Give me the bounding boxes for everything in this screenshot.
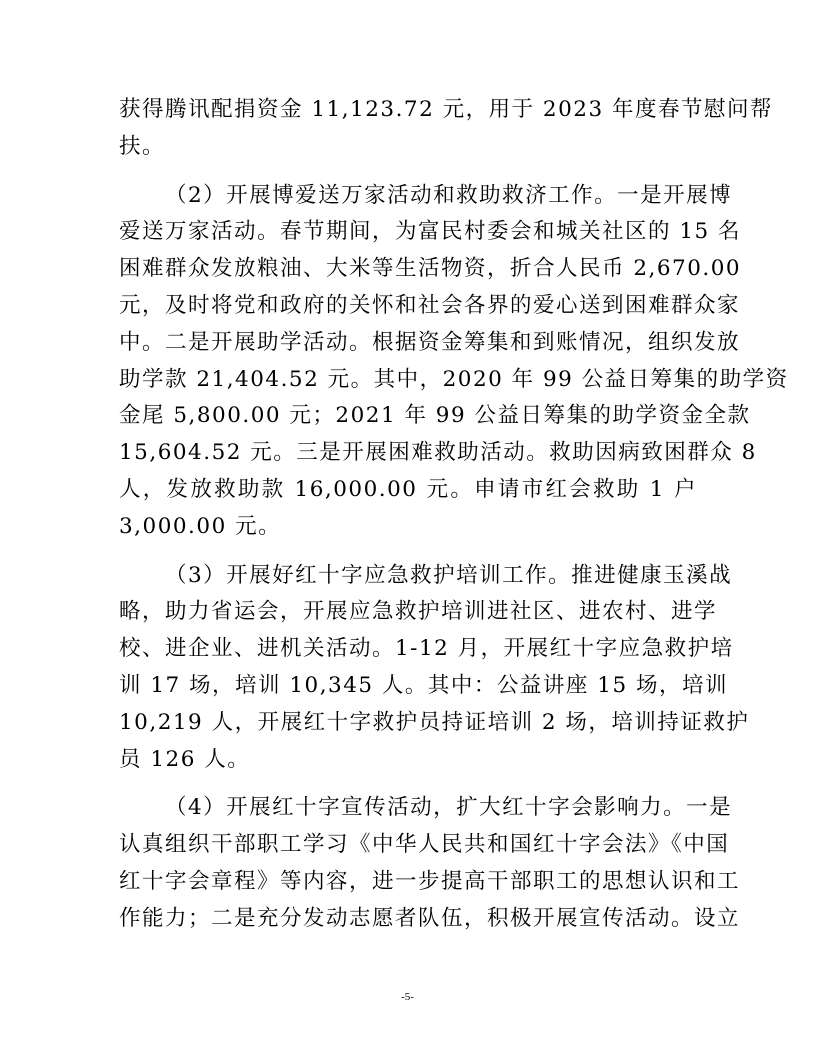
paragraph-line: 困难群众发放粮油、大米等生活物资，折合人民币 2,670.00	[119, 256, 742, 282]
paragraph-line: 校、进企业、进机关活动。1-12 月，开展红十字应急救护培	[119, 636, 734, 662]
paragraph-line: 助学款 21,404.52 元。其中，2020 年 99 公益日筹集的助学资	[119, 366, 789, 392]
page-number: -5-	[401, 991, 414, 1003]
paragraph-line: 获得腾讯配捐资金 11,123.72 元，用于 2023 年度春节慰问帮	[119, 97, 773, 122]
paragraph-line: 人，发放救助款 16,000.00 元。申请市红会救助 1 户	[119, 476, 697, 502]
paragraph-line: 员 126 人。	[119, 746, 251, 772]
paragraph-line: 扶。	[119, 133, 166, 159]
paragraph-line: 训 17 场，培训 10,345 人。其中：公益讲座 15 场，培训	[119, 672, 728, 698]
paragraph-line: （3）开展好红十字应急救护培训工作。推进健康玉溪战	[165, 562, 733, 588]
paragraph-line: 作能力；二是充分发动志愿者队伍，积极开展宣传活动。设立	[119, 905, 741, 931]
paragraph-line: 红十字会章程》等内容，进一步提高干部职工的思想认识和工	[119, 868, 741, 894]
paragraph-line: 3,000.00 元。	[119, 513, 282, 539]
paragraph-line: 略，助力省运会，开展应急救护培训进社区、进农村、进学	[119, 599, 718, 625]
paragraph-line: 金尾 5,800.00 元；2021 年 99 公益日筹集的助学资金全款	[119, 403, 751, 429]
paragraph-line: 认真组织干部职工学习《中华人民共和国红十字会法》《中国	[119, 832, 730, 858]
paragraph-line: （4）开展红十字宣传活动，扩大红十字会影响力。一是	[165, 795, 733, 821]
paragraph-2	[119, 178, 789, 546]
paragraph-line: 15,604.52 元。三是开展困难救助活动。救助因病致困群众 8	[119, 440, 757, 466]
paragraph-line: 元，及时将党和政府的关怀和社会各界的爱心送到困难群众家	[119, 292, 741, 318]
document-body	[119, 92, 789, 938]
paragraph-1	[119, 92, 773, 166]
paragraph-line: （2）开展博爱送万家活动和救助救济工作。一是开展博	[165, 182, 733, 208]
paragraph-3	[119, 558, 750, 779]
paragraph-4	[119, 790, 741, 937]
paragraph-line: 爱送万家活动。春节期间，为富民村委会和城关社区的 15 名	[119, 219, 742, 245]
paragraph-line: 10,219 人，开展红十字救护员持证培训 2 场，培训持证救护	[119, 709, 750, 735]
paragraph-line: 中。二是开展助学活动。根据资金筹集和到账情况，组织发放	[119, 329, 741, 355]
